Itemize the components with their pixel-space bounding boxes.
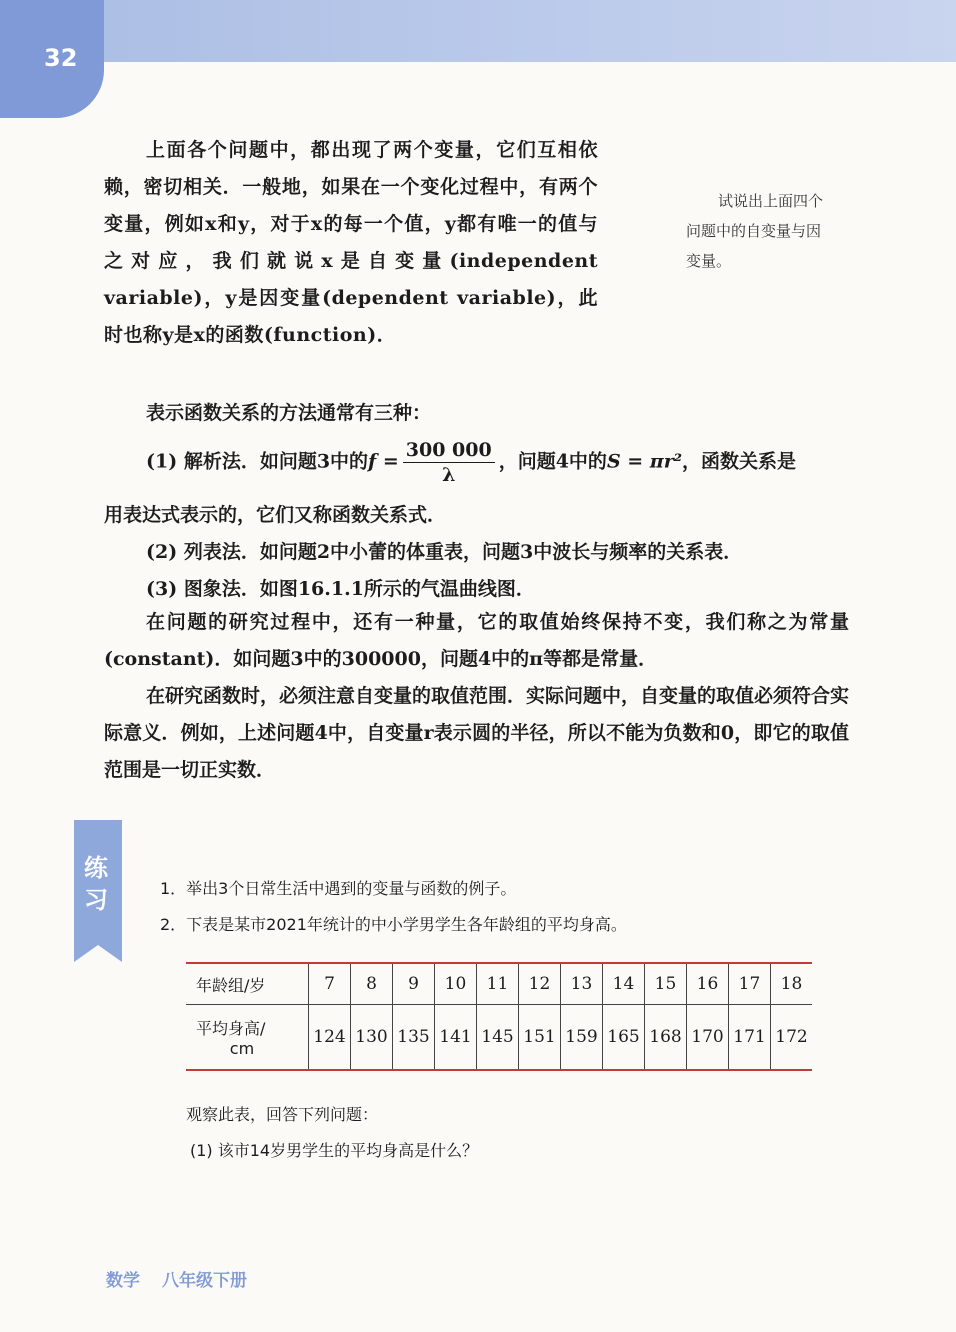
age-cell: 15 (645, 963, 687, 1005)
range-paragraph: 在研究函数时，必须注意自变量的取值范围．实际问题中，自变量的取值必须符合实际意义．例如，上述问题4中，自变量r表示圆的半径，所以不能为负数和0，即它的取值范围是一切正实数． (104, 685, 850, 781)
exercise-question-1: 1．举出3个日常生活中遇到的变量与函数的例子。 (160, 879, 517, 898)
page-number: 32 (44, 44, 78, 72)
fraction-numerator: 300 000 (403, 438, 495, 463)
footer-subject: 数学 (106, 1271, 140, 1291)
age-cell: 12 (519, 963, 561, 1005)
height-header-unit: cm (229, 1039, 255, 1058)
age-cell: 9 (393, 963, 435, 1005)
age-cell: 17 (729, 963, 771, 1005)
age-cell: 8 (351, 963, 393, 1005)
method-1-line (146, 438, 796, 487)
exercise-question-2: 2．下表是某市2021年统计的中小学男学生各年龄组的平均身高。 (160, 915, 627, 934)
footer (106, 1266, 269, 1291)
observe-instruction: 观察此表，回答下列问题： (186, 1105, 379, 1124)
constant-paragraph: 在问题的研究过程中，还有一种量，它的取值始终保持不变，我们称之为常量(constant)．如问题3中的300000，问题4中的π等都是常量． (104, 611, 849, 670)
method-1-mid: ，问题4中的 (498, 450, 607, 473)
age-cell: 13 (561, 963, 603, 1005)
age-cell: 18 (771, 963, 813, 1005)
methods-intro: 表示函数关系的方法通常有三种： (146, 402, 432, 424)
height-cell: 141 (435, 1005, 477, 1071)
age-cell: 7 (309, 963, 351, 1005)
height-cell: 172 (771, 1005, 813, 1071)
formula-lhs: f = (368, 450, 399, 473)
height-cell: 170 (687, 1005, 729, 1071)
height-header-line-1: 平均身高/ (196, 1019, 266, 1038)
exercise-label: 练习 (84, 854, 108, 914)
table-header-height (186, 1005, 309, 1071)
age-cell: 11 (477, 963, 519, 1005)
height-cell: 165 (603, 1005, 645, 1071)
height-cell: 151 (519, 1005, 561, 1071)
height-cell: 130 (351, 1005, 393, 1071)
footer-grade: 八年级下册 (162, 1271, 247, 1291)
age-cell: 14 (603, 963, 645, 1005)
margin-note: 试说出上面四个问题中的自变量与因变量。 (686, 192, 824, 270)
top-header-band (0, 0, 956, 62)
height-cell: 171 (729, 1005, 771, 1071)
height-cell: 168 (645, 1005, 687, 1071)
table-row-age (186, 963, 812, 1005)
fraction-denominator: λ (442, 464, 456, 486)
sub-question-1: (1) 该市14岁男学生的平均身高是什么？ (190, 1141, 479, 1160)
method-2: (2) 列表法．如问题2中小蕾的体重表，问题3中波长与频率的关系表． (146, 541, 743, 563)
age-cell: 10 (435, 963, 477, 1005)
page-number-tab (0, 0, 104, 118)
method-3: (3) 图象法．如图16.1.1所示的气温曲线图． (146, 578, 535, 600)
height-cell: 124 (309, 1005, 351, 1071)
height-cell: 145 (477, 1005, 519, 1071)
table-row-height (186, 1005, 812, 1071)
fraction (403, 438, 495, 487)
table-header-age: 年龄组/岁 (186, 963, 309, 1005)
method-1-suffix: ，函数关系是 (682, 450, 797, 473)
method-1-continuation: 用表达式表示的，它们又称函数关系式． (104, 504, 447, 526)
area-formula: S = πr² (606, 450, 683, 473)
age-cell: 16 (687, 963, 729, 1005)
height-cell: 159 (561, 1005, 603, 1071)
method-1-prefix: (1) 解析法．如问题3中的 (146, 450, 369, 473)
height-cell: 135 (393, 1005, 435, 1071)
definition-paragraph: 上面各个问题中，都出现了两个变量，它们互相依赖，密切相关．一般地，如果在一个变化过程中，有两个变量，例如x和y，对于x的每一个值，y都有唯一的值与之对应，我们就说x是自变量(independent variable)，y是因变量(dependent variable)，此时也称y是x的函数(function)． (104, 139, 598, 346)
height-table (186, 962, 812, 1071)
